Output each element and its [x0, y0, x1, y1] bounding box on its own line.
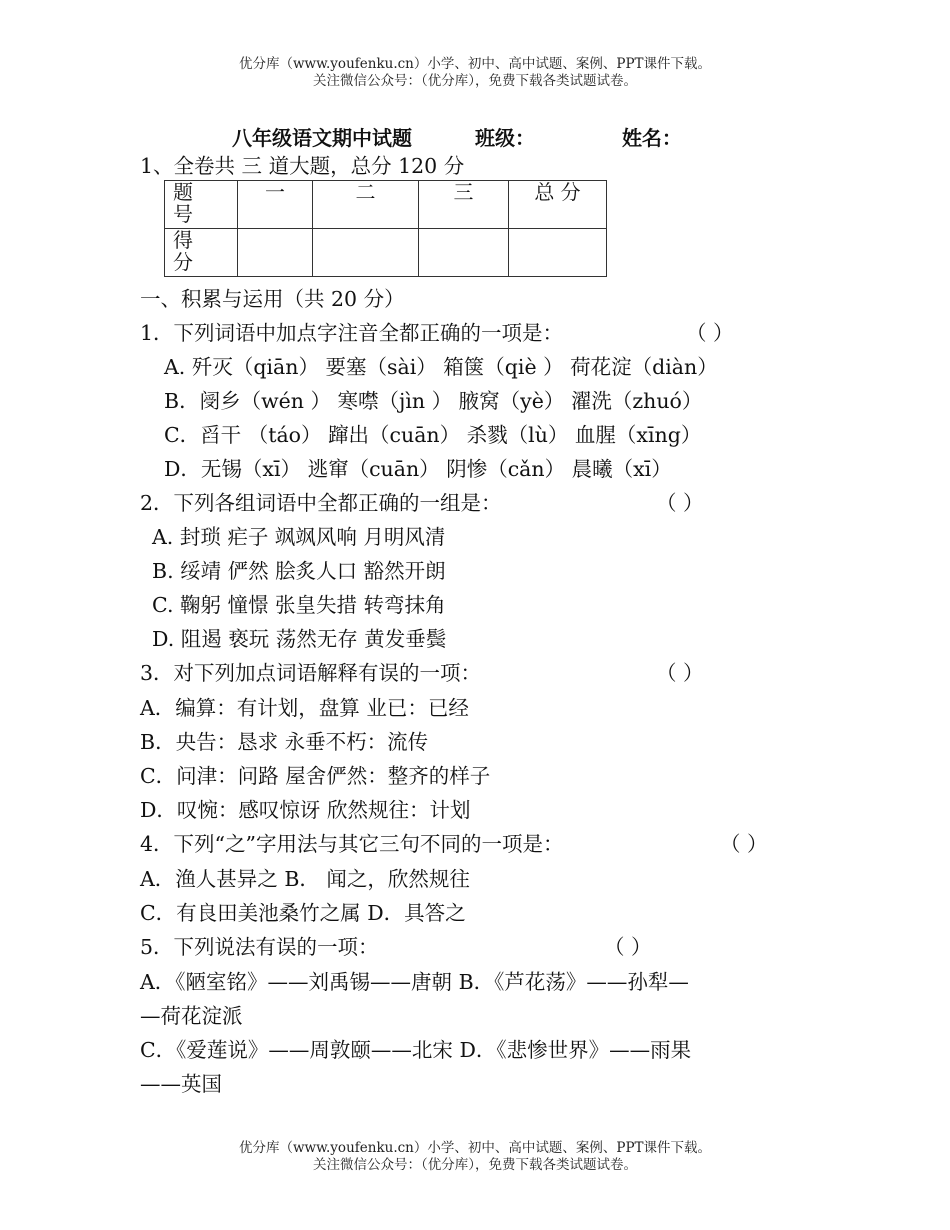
question-3-option-b: B．央告：恳求 永垂不朽：流传 — [140, 730, 429, 754]
footer-line-2: 关注微信公众号：（优分库），免费下载各类试题试卷。 — [313, 1157, 637, 1173]
question-5-line-4: ——英国 — [140, 1072, 222, 1096]
question-1-answer-paren: （ ） — [686, 321, 734, 345]
question-5-stem: 5．下列说法有误的一项： — [140, 935, 379, 959]
header-line-2: 关注微信公众号：（优分库），免费下载各类试题试卷。 — [313, 73, 637, 89]
header-line-1: 优分库（www.youfenku.cn）小学、初中、高中试题、案例、PPT课件下载。 — [238, 56, 712, 72]
question-4-stem: 4．下列“之”字用法与其它三句不同的一项是： — [140, 832, 564, 856]
class-label: 班级： — [474, 126, 535, 150]
score-cell-col2: 二 — [313, 181, 419, 229]
exam-title-row — [232, 122, 682, 151]
question-3-answer-paren: （ ） — [656, 661, 704, 685]
score-cell-label: 题号 — [165, 181, 238, 229]
question-5-answer-paren: （ ） — [604, 935, 652, 959]
question-2-stem: 2．下列各组词语中全都正确的一组是： — [140, 491, 502, 515]
score-table-score-row — [165, 229, 607, 277]
page-header — [0, 56, 950, 90]
question-1-option-c: C．舀干 （táo） 蹿出（cuān） 杀戮（lù） 血腥（xīng） — [164, 423, 702, 447]
question-2-option-a: A. 封琐 疟子 飒飒风响 月明风清 — [152, 525, 446, 549]
question-4-options-cd: C．有良田美池桑竹之属 D．具答之 — [140, 901, 466, 925]
question-3-option-a: A．编算：有计划，盘算 业已：已经 — [140, 696, 469, 720]
score-table-header-row — [165, 181, 607, 229]
question-3-option-d: D．叹惋：感叹惊讶 欣然规往：计划 — [140, 798, 471, 822]
question-2-option-c: C. 鞠躬 憧憬 张皇失措 转弯抹角 — [152, 593, 446, 617]
question-5-line-1: A．《陋室铭》——刘禹锡——唐朝 B．《芦花荡》——孙犁— — [140, 970, 689, 994]
question-1-stem: 1．下列词语中加点字注音全都正确的一项是： — [140, 321, 564, 345]
question-1-option-a: A. 歼灭（qiān） 要塞（sài） 箱箧（qiè ） 荷花淀（diàn） — [164, 355, 718, 379]
name-label: 姓名： — [621, 126, 682, 150]
question-4-options-ab: A．渔人甚异之 B． 闻之，欣然规往 — [140, 867, 470, 891]
intro-text: 1、全卷共 三 道大题，总分 120 分 — [140, 154, 465, 178]
question-3-stem: 3．对下列加点词语解释有误的一项： — [140, 661, 482, 685]
score-cell-label: 得分 — [165, 229, 238, 277]
question-4-answer-paren: （ ） — [720, 832, 768, 856]
section-title: 一、积累与运用（共 20 分） — [140, 287, 405, 311]
question-1-option-d: D．无锡（xī） 逃窜（cuān） 阴惨（cǎn） 晨曦（xī） — [164, 457, 672, 481]
score-input-3[interactable] — [419, 229, 509, 277]
score-cell-col3: 三 — [419, 181, 509, 229]
question-5-line-3: C．《爱莲说》——周敦颐——北宋 D．《悲惨世界》——雨果 — [140, 1038, 692, 1062]
question-5-line-2: —荷花淀派 — [140, 1004, 243, 1028]
score-table — [164, 180, 607, 277]
score-input-total[interactable] — [509, 229, 607, 277]
question-1-option-b: B．阌乡（wén ） 寒噤（jìn ） 腋窝（yè） 濯洗（zhuó） — [164, 389, 703, 413]
score-input-2[interactable] — [313, 229, 419, 277]
score-cell-col1: 一 — [238, 181, 313, 229]
score-input-1[interactable] — [238, 229, 313, 277]
question-2-option-b: B. 绥靖 俨然 脍炙人口 豁然开朗 — [152, 559, 446, 583]
score-cell-total: 总 分 — [509, 181, 607, 229]
exam-title: 八年级语文期中试题 — [232, 126, 412, 150]
question-2-answer-paren: （ ） — [656, 491, 704, 515]
page-footer — [0, 1140, 950, 1174]
question-2-option-d: D. 阻遏 亵玩 荡然无存 黄发垂鬓 — [152, 627, 447, 651]
question-3-option-c: C．问津：问路 屋舍俨然：整齐的样子 — [140, 764, 491, 788]
footer-line-1: 优分库（www.youfenku.cn）小学、初中、高中试题、案例、PPT课件下载。 — [238, 1140, 712, 1156]
